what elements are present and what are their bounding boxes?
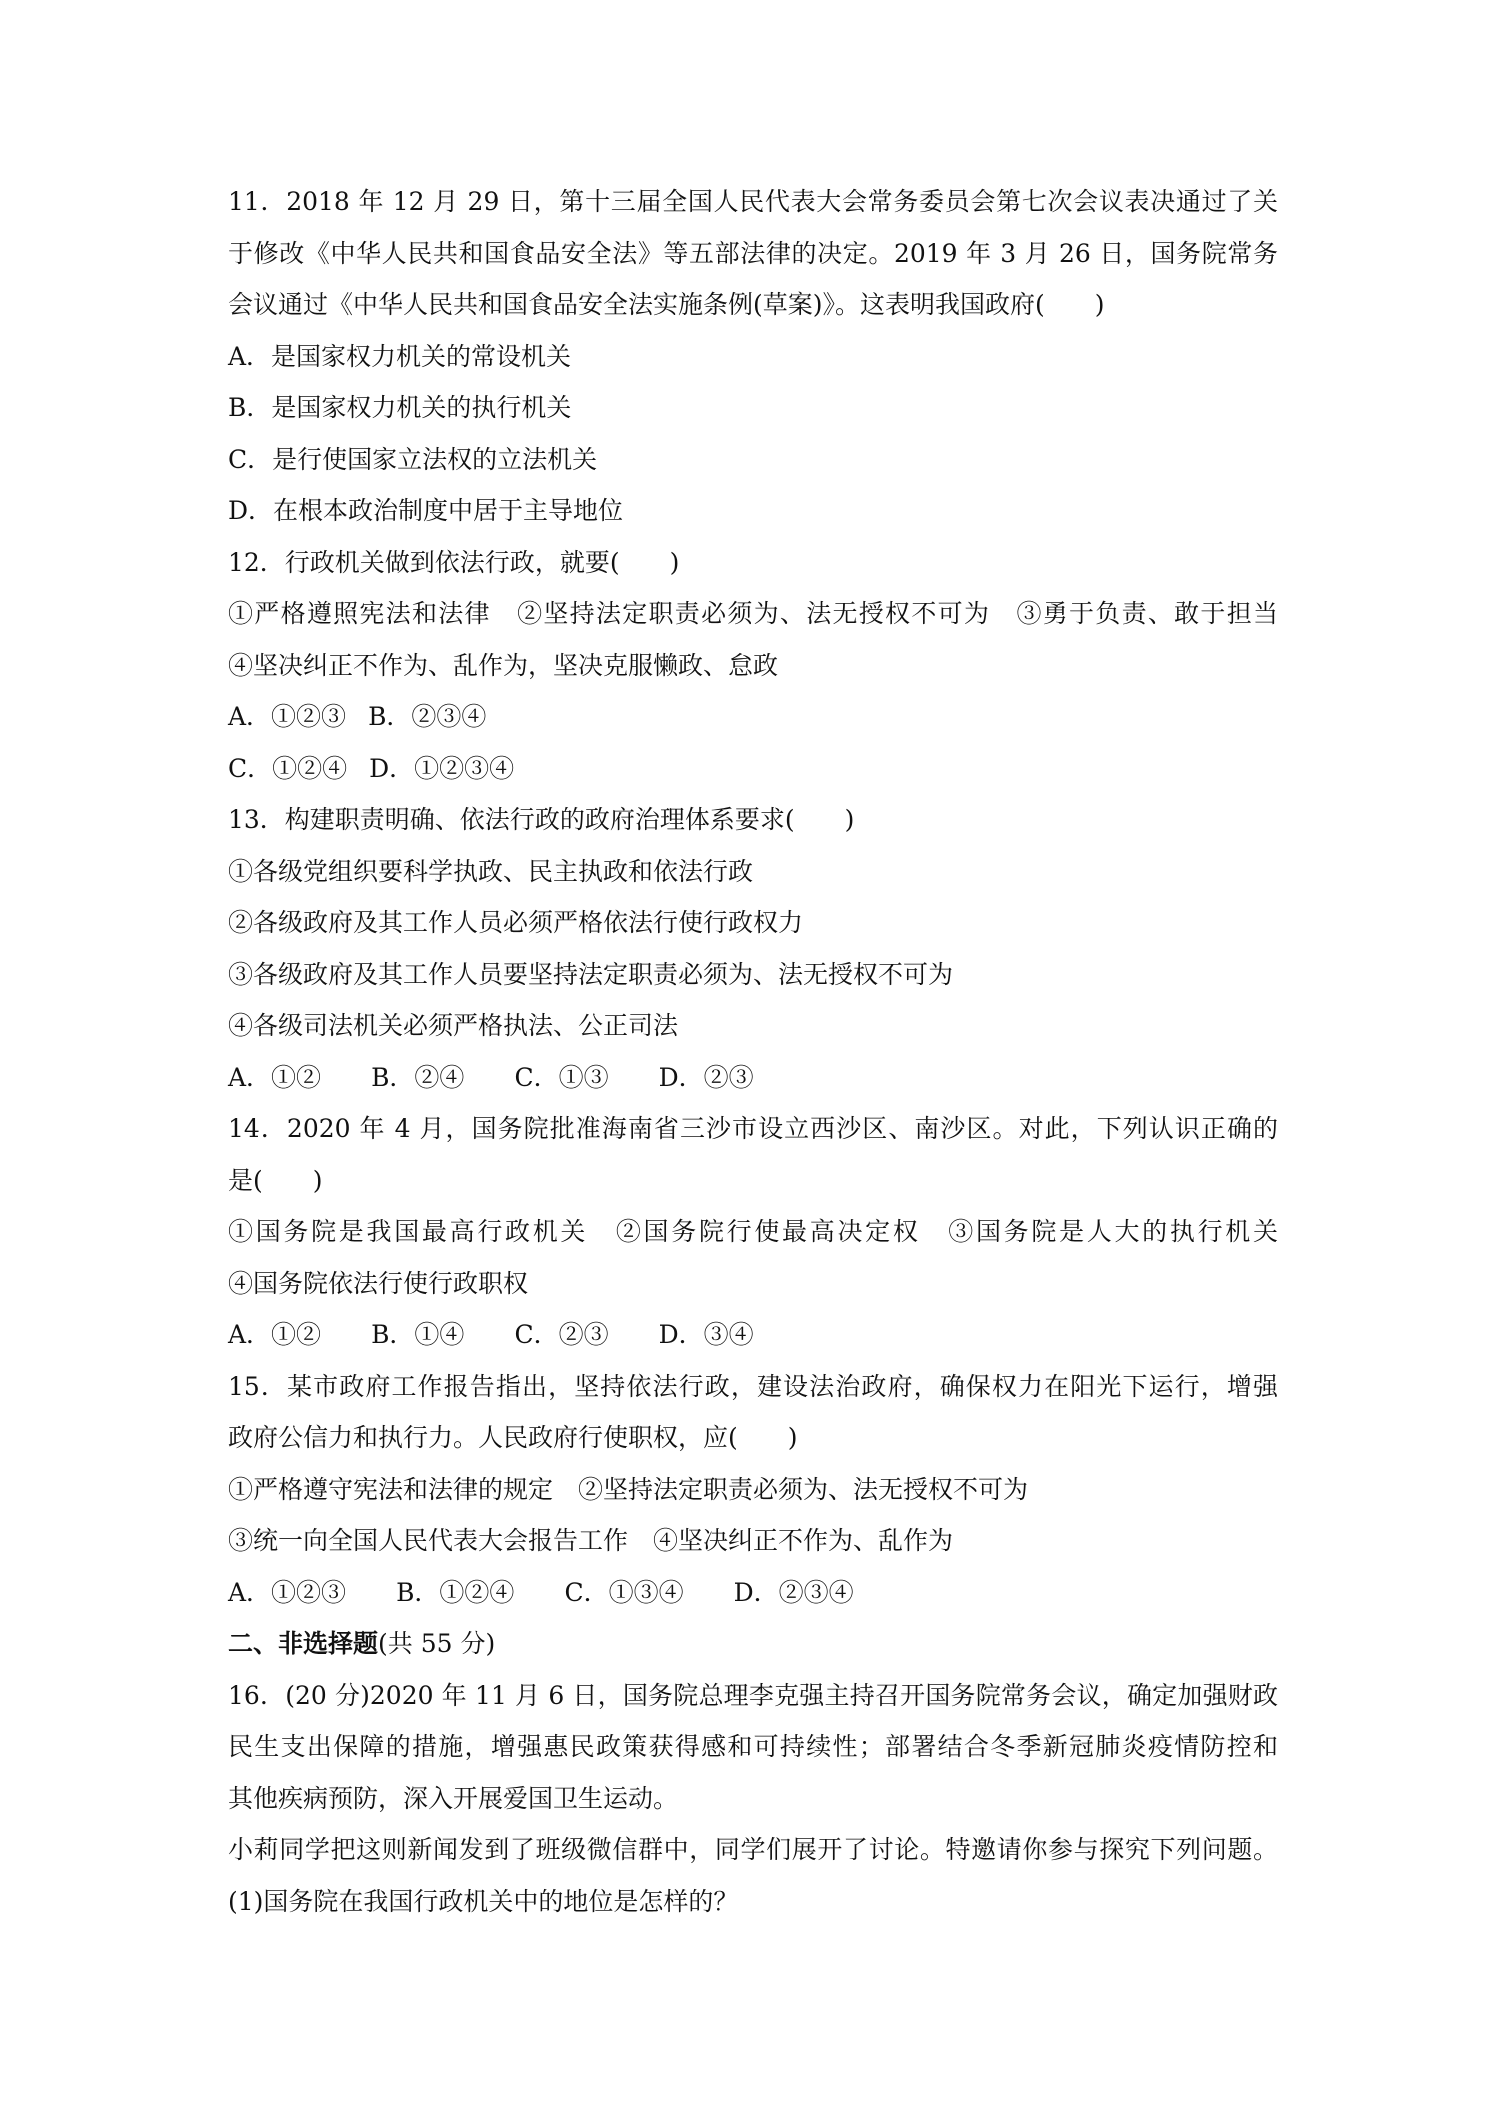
option-b: B．①④ [371,1320,465,1349]
option-d: D．②③ [658,1062,754,1092]
option-b: B．是国家权力机关的执行机关 [228,393,572,422]
question-13 [228,794,1278,1103]
option-a: A．①②③ [228,702,347,731]
options-row [228,691,1278,743]
question-stem: 13．构建职责明确、依法行政的政府治理体系要求( ) [228,805,855,834]
statement-line: ④各级司法机关必须严格执法、公正司法 [228,1011,679,1040]
question-stem-line: 民生支出保障的措施，增强惠民政策获得感和可持续性；部署结合冬季新冠肺炎疫情防控和 [228,1732,1278,1761]
question-stem-line: 会议通过《中华人民共和国食品安全法实施条例(草案)》。这表明我国政府( ) [228,290,1105,319]
statement-line: ③各级政府及其工作人员要坚持法定职责必须为、法无授权不可为 [228,959,954,989]
question-context: 小莉同学把这则新闻发到了班级微信群中，同学们展开了讨论。特邀请你参与探究下列问题。 [228,1835,1278,1864]
statement-line: ①严格遵守宪法和法律的规定 ②坚持法定职责必须为、法无授权不可为 [228,1474,1029,1504]
option-d: D．①②③④ [369,753,515,783]
exam-page [228,176,1278,1927]
option-c: C．①③④ [564,1577,684,1607]
question-stem-line: 11．2018 年 12 月 29 日，第十三届全国人民代表大会常务委员会第七次会议表决通过了关 [228,187,1278,216]
statement-line: ④国务院依法行使行政职权 [228,1268,529,1298]
question-15 [228,1361,1278,1619]
section-score: (共 55 分) [378,1629,496,1658]
section-heading [228,1618,1278,1670]
option-b: B．②④ [371,1062,465,1092]
option-c: C．①③ [514,1062,609,1092]
options-row [228,1052,1278,1104]
option-a: A．①②③ [228,1577,347,1607]
statement-line: ①各级党组织要科学执政、民主执政和依法行政 [228,856,754,886]
statement-line: ①国务院是我国最高行政机关 ②国务院行使最高决定权 ③国务院是人大的执行机关 [228,1217,1278,1246]
option-a: A．①② [228,1320,322,1349]
question-stem-line: 14．2020 年 4 月，国务院批准海南省三沙市设立西沙区、南沙区。对此，下列认识正确的 [228,1114,1278,1143]
question-stem-line: 于修改《中华人民共和国食品安全法》等五部法律的决定。2019 年 3 月 26 日，国务院常务 [228,238,1278,268]
options-row [228,743,1278,795]
question-stem: 12．行政机关做到依法行政，就要( ) [228,547,680,577]
statement-line: ④坚决纠正不作为、乱作为，坚决克服懒政、怠政 [228,650,779,680]
sub-question-1: (1)国务院在我国行政机关中的地位是怎样的？ [228,1886,739,1916]
option-d: D．在根本政治制度中居于主导地位 [228,496,624,525]
option-a: A．①② [228,1062,322,1092]
statement-line: ②各级政府及其工作人员必须严格依法行使行政权力 [228,908,804,937]
question-16 [228,1670,1278,1928]
options-row [228,1309,1278,1361]
question-stem-line: 15．某市政府工作报告指出，坚持依法行政，建设法治政府，确保权力在阳光下运行，增强 [228,1371,1278,1401]
question-12 [228,537,1278,795]
section-title: 二、非选择题 [228,1629,379,1658]
statement-line: ③统一向全国人民代表大会报告工作 ④坚决纠正不作为、乱作为 [228,1526,954,1555]
question-stem-line: 是( ) [228,1165,323,1195]
option-c: C．②③ [514,1320,609,1349]
question-14 [228,1103,1278,1361]
option-b: B．①②④ [396,1577,515,1607]
options-row [228,1567,1278,1619]
question-stem-line: 16．(20 分)2020 年 11 月 6 日，国务院总理李克强主持召开国务院常务会议，确定加强财政 [228,1680,1278,1710]
option-c: C．①②④ [228,753,348,783]
question-stem-line: 其他疾病预防，深入开展爱国卫生运动。 [228,1783,679,1813]
statement-line: ①严格遵照宪法和法律 ②坚持法定职责必须为、法无授权不可为 ③勇于负责、敢于担当 [228,599,1278,628]
question-stem-line: 政府公信力和执行力。人民政府行使职权，应( ) [228,1423,798,1452]
option-c: C．是行使国家立法权的立法机关 [228,444,598,474]
option-a: A．是国家权力机关的常设机关 [228,341,572,371]
option-d: D．③④ [658,1320,754,1349]
question-11 [228,176,1278,537]
option-b: B．②③④ [368,702,487,731]
option-d: D．②③④ [733,1577,854,1607]
